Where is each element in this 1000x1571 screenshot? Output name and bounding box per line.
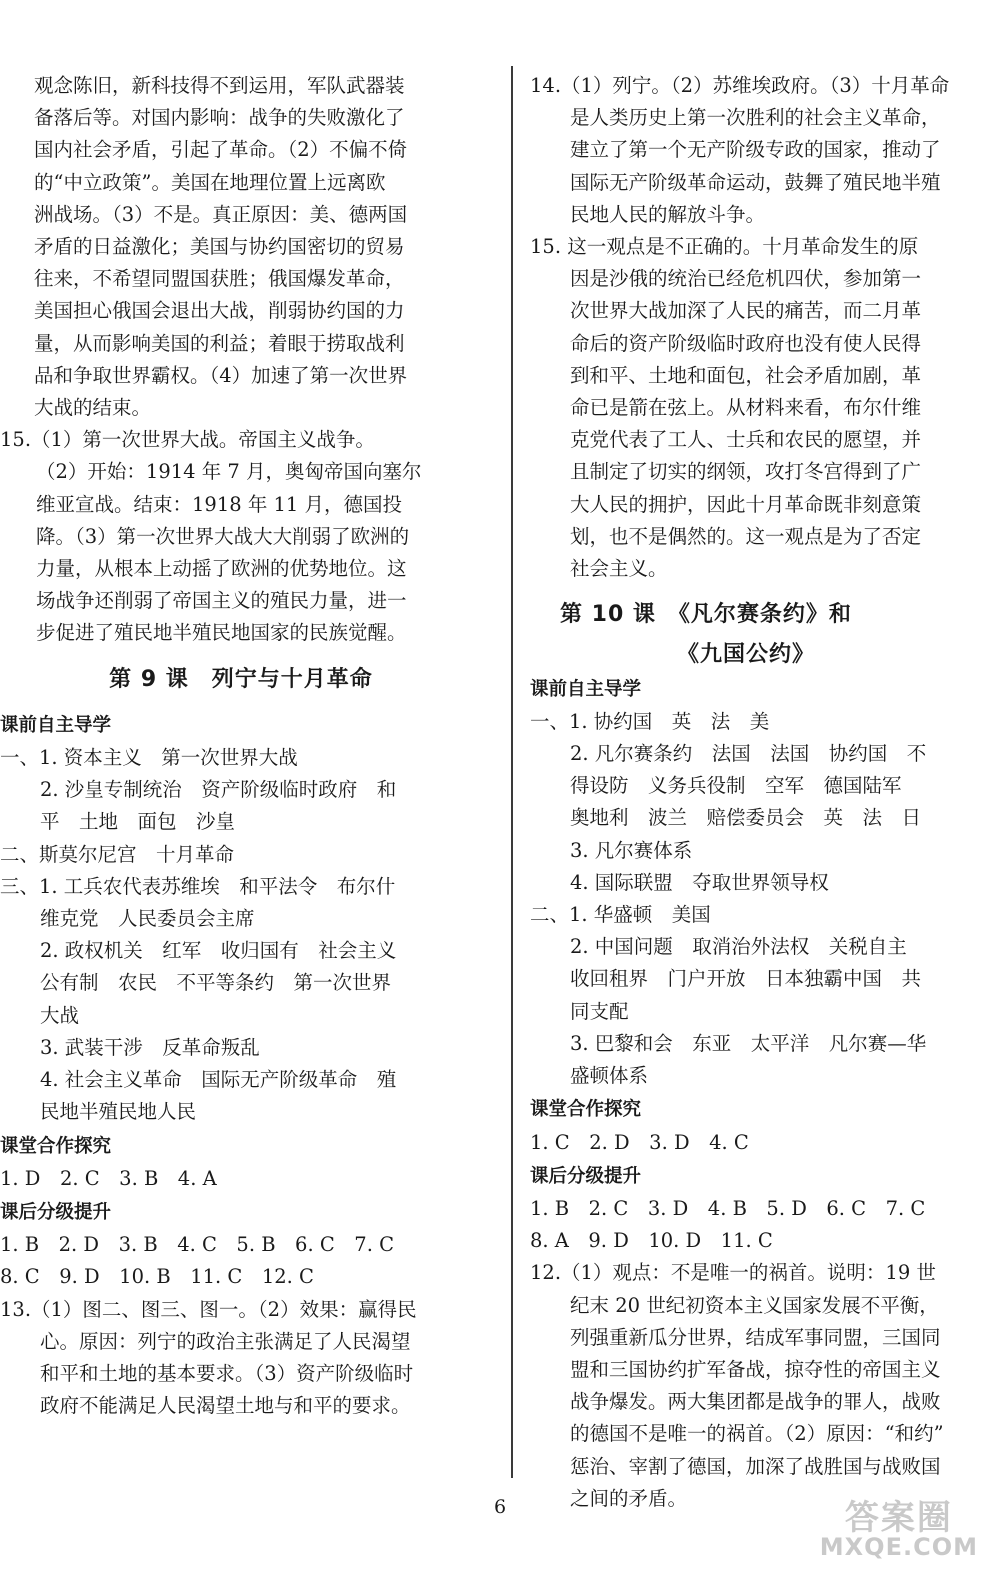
text-line: 盛顿体系 — [570, 1064, 649, 1088]
left-column — [0, 70, 482, 1422]
text-line: 国内社会矛盾，引起了革命。（2）不偏不倚 — [34, 138, 408, 162]
text-line: 观念陈旧，新科技得不到运用，军队武器装 — [34, 74, 405, 97]
text-line: 备落后等。对国内影响：战争的失败激化了 — [34, 106, 405, 130]
section-heading: 课前自主导学 — [530, 678, 642, 700]
text-line: （2）开始：1914 年 7 月，奥匈帝国向塞尔 — [36, 460, 422, 484]
section-heading: 课后分级提升 — [530, 1165, 642, 1187]
lesson-10-title-line2: 《九国公约》 — [676, 642, 815, 668]
text-line: 是人类历史上第一次胜利的社会主义革命， — [570, 106, 941, 130]
watermark-logo — [820, 1490, 978, 1561]
section-heading: 课前自主导学 — [0, 714, 112, 736]
text-line: 盟和三国协约扩军备战，掠夺性的帝国主义 — [570, 1357, 941, 1381]
section-heading: 课后分级提升 — [0, 1201, 112, 1223]
text-line: 命后的资产阶级临时政府也没有使人民得 — [570, 331, 922, 355]
answer-line: 1. B 2. D 3. B 4. C 5. B 6. C 7. C — [0, 1233, 395, 1257]
text-line: 到和平、土地和面包，社会矛盾加剧，革 — [570, 363, 922, 387]
text-line: 一、1. 资本主义 第一次世界大战 — [0, 746, 298, 770]
text-line: 划，也不是偶然的。这一观点是为了否定 — [570, 524, 922, 548]
text-line: 收回租界 门户开放 日本独霸中国 共 — [570, 967, 922, 991]
text-line: 奥地利 波兰 赔偿委员会 英 法 日 — [570, 806, 922, 830]
text-line: 二、1. 华盛顿 美国 — [530, 903, 711, 927]
text-line: 品和争取世界霸权。（4）加速了第一次世界 — [34, 363, 408, 387]
text-line: 力量，从根本上动摇了欧洲的优势地位。这 — [36, 557, 407, 581]
watermark-text: 答案圈 — [844, 1498, 953, 1538]
text-line: 二、斯莫尔尼宫 十月革命 — [0, 842, 235, 866]
text-line: 3. 武装干涉 反革命叛乱 — [40, 1035, 260, 1059]
text-line: 美国担心俄国会退出大战，削弱协约国的力 — [34, 299, 405, 323]
continued-answer — [34, 70, 482, 424]
text-line: 往来，不希望同盟国获胜；俄国爆发革命， — [34, 267, 405, 291]
text-line: 2. 沙皇专制统治 资产阶级临时政府 和 — [40, 778, 397, 802]
text-line: 列强重新瓜分世界，结成军事同盟，三国同 — [570, 1325, 941, 1349]
text-line: 国际无产阶级革命运动，鼓舞了殖民地半殖 — [570, 170, 941, 194]
text-line: 得设防 义务兵役制 空军 德国陆军 — [570, 774, 902, 798]
text-line: 的德国不是唯一的祸首。（2）原因：“和约” — [570, 1422, 944, 1446]
section-heading: 课堂合作探究 — [530, 1099, 642, 1121]
text-line: 3. 巴黎和会 东亚 太平洋 凡尔赛—华 — [570, 1031, 927, 1055]
text-line: 三、1. 工兵农代表苏维埃 和平法令 布尔什 — [0, 874, 396, 898]
text-line: 和平和土地的基本要求。（3）资产阶级临时 — [40, 1361, 414, 1385]
text-line: 洲战场。（3）不是。真正原因：美、德两国 — [34, 202, 408, 226]
answer-line: 1. C 2. D 3. D 4. C — [530, 1130, 749, 1154]
text-line: 民地半殖民地人民 — [40, 1100, 197, 1124]
answer-line: 1. D 2. C 3. B 4. A — [0, 1166, 217, 1190]
text-line: 心。原因：列宁的政治主张满足了人民渴望 — [40, 1329, 411, 1353]
text-line: 4. 国际联盟 夺取世界领导权 — [570, 870, 829, 894]
question-15-left — [0, 424, 482, 649]
text-line: 民地人民的解放斗争。 — [570, 202, 766, 226]
text-line: 大战 — [40, 1003, 80, 1027]
text-line: 3. 凡尔赛体系 — [570, 838, 693, 862]
text-line: 4. 社会主义革命 国际无产阶级革命 殖 — [40, 1068, 397, 1092]
right-column — [530, 70, 962, 1515]
text-line: 社会主义。 — [570, 557, 668, 581]
question-14 — [530, 70, 962, 231]
text-line: 且制定了切实的纲领，攻打冬宫得到了广 — [570, 460, 922, 484]
text-line: 惩治、宰割了德国，加深了战胜国与战败国 — [570, 1454, 941, 1478]
text-line: 大战的结束。 — [34, 396, 152, 420]
text-line: 2. 凡尔赛条约 法国 法国 协约国 不 — [570, 742, 927, 766]
text-line: 15.（1）第一次世界大战。帝国主义战争。 — [0, 428, 375, 452]
lesson-10-title: 第 10 课 《凡尔赛条约》和 — [560, 602, 852, 628]
section-heading: 课堂合作探究 — [0, 1135, 112, 1157]
text-line: 场战争还削弱了帝国主义的殖民力量，进一 — [36, 589, 407, 613]
text-line: 的“中立政策”。美国在地理位置上远离欧 — [34, 170, 386, 194]
text-line: 步促进了殖民地半殖民地国家的民族觉醒。 — [36, 621, 407, 645]
text-line: 2. 政权机关 红军 收归国有 社会主义 — [40, 939, 397, 963]
text-line: 政府不能满足人民渴望土地与和平的要求。 — [40, 1394, 411, 1418]
text-line: 14.（1）列宁。（2）苏维埃政府。（3）十月革命 — [530, 74, 950, 97]
text-line: 维亚宣战。结束：1918 年 11 月，德国投 — [36, 492, 403, 516]
text-line: 之间的矛盾。 — [570, 1486, 688, 1510]
text-line: 平 土地 面包 沙皇 — [40, 810, 236, 834]
page-number: 6 — [493, 1496, 507, 1518]
text-line: 大人民的拥护，因此十月革命既非刻意策 — [570, 492, 922, 516]
lesson-9-content — [0, 710, 482, 1422]
watermark-url: MXQE.COM — [819, 1533, 978, 1561]
text-line: 克党代表了工人、士兵和农民的愿望，并 — [570, 428, 922, 452]
text-line: 建立了第一个无产阶级专政的国家，推动了 — [570, 138, 941, 162]
text-line: 同支配 — [570, 999, 629, 1023]
text-line: 12.（1）观点：不是唯一的祸首。说明：19 世 — [530, 1261, 936, 1285]
answer-line: 8. A 9. D 10. D 11. C — [530, 1229, 773, 1253]
text-line: 维克党 人民委员会主席 — [40, 907, 255, 931]
answer-line: 1. B 2. C 3. D 4. B 5. D 6. C 7. C — [530, 1196, 926, 1220]
question-15-right — [530, 231, 962, 585]
text-line: 次世界大战加深了人民的痛苦，而二月革 — [570, 299, 922, 323]
text-line: 战争爆发。两大集团都是战争的罪人，战败 — [570, 1390, 941, 1414]
text-line: 15. 这一观点是不正确的。十月革命发生的原 — [530, 235, 919, 259]
text-line: 公有制 农民 不平等条约 第一次世界 — [40, 971, 392, 995]
text-line: 降。（3）第一次世界大战大大削弱了欧洲的 — [36, 524, 410, 548]
text-line: 13.（1）图二、图三、图一。（2）效果：赢得民 — [0, 1297, 417, 1321]
text-line: 量，从而影响美国的利益；着眼于捞取战利 — [34, 331, 405, 355]
text-line: 2. 中国问题 取消治外法权 关税自主 — [570, 935, 907, 959]
lesson-9-title: 第 9 课 列宁与十月革命 — [109, 666, 373, 692]
text-line: 矛盾的日益激化；美国与协约国密切的贸易 — [34, 235, 405, 259]
answer-line: 8. C 9. D 10. B 11. C 12. C — [0, 1265, 314, 1289]
text-line: 因是沙俄的统治已经危机四伏，参加第一 — [570, 267, 922, 291]
text-line: 命已是箭在弦上。从材料来看，布尔什维 — [570, 396, 922, 420]
text-line: 一、1. 协约国 英 法 美 — [530, 709, 770, 733]
lesson-10-content — [530, 674, 962, 1515]
text-line: 纪末 20 世纪初资本主义国家发展不平衡， — [570, 1293, 939, 1317]
column-divider — [511, 66, 513, 1478]
